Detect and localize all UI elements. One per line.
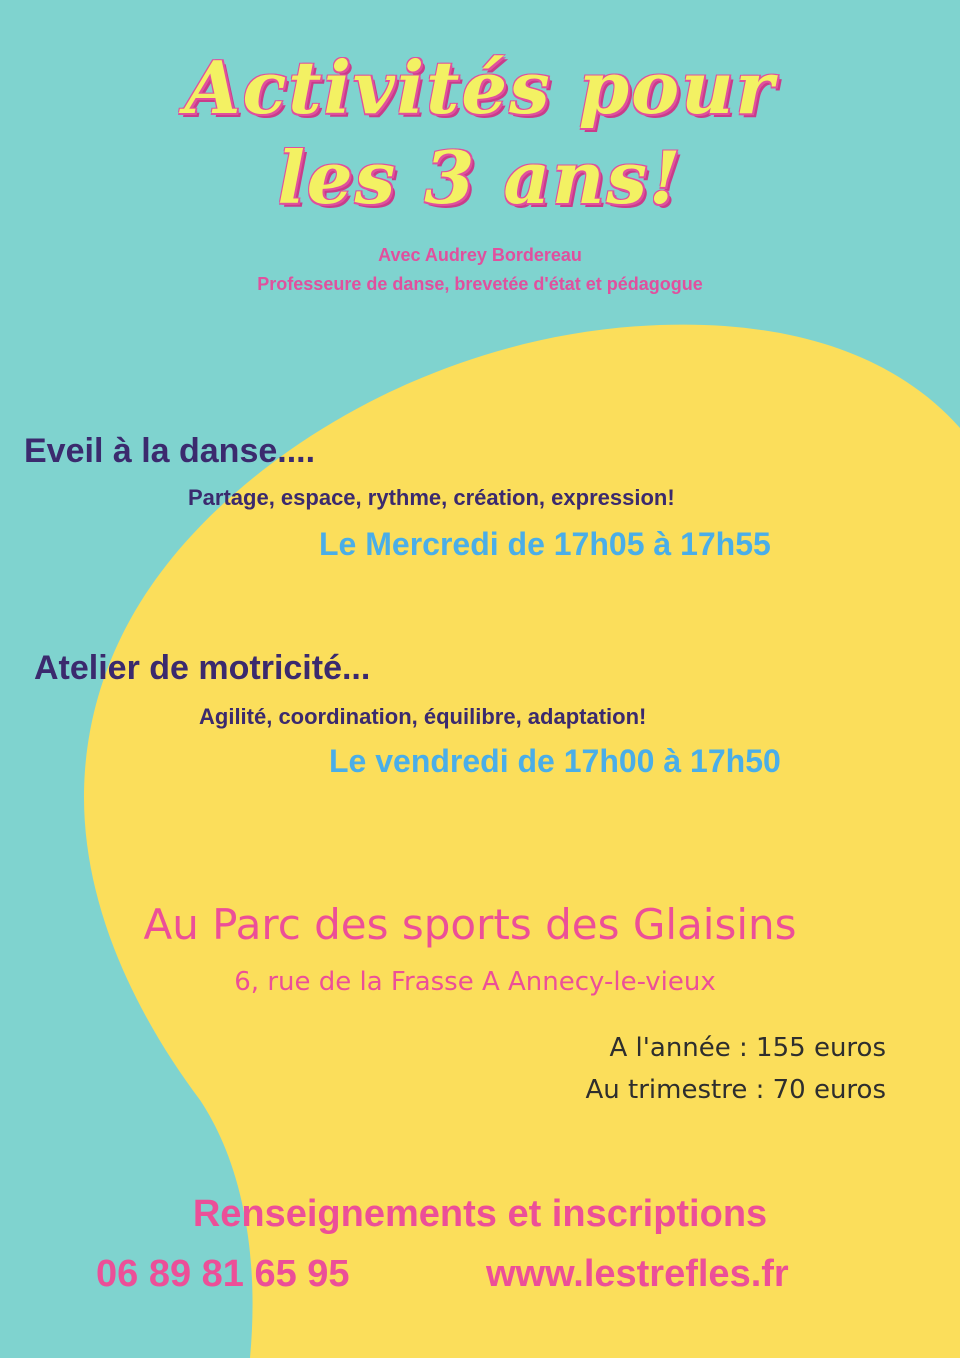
activity-1-description: Partage, espace, rythme, création, expression! bbox=[188, 485, 675, 510]
instructor-name: Avec Audrey Bordereau bbox=[378, 245, 582, 265]
contact-heading: Renseignements et inscriptions bbox=[192, 1193, 768, 1235]
venue-name: Au Parc des sports des Glaisins bbox=[143, 900, 797, 949]
price-quarterly: Au trimestre : 70 euros bbox=[585, 1075, 886, 1105]
venue-address: 6, rue de la Frasse A Annecy-le-vieux bbox=[234, 967, 716, 997]
price-yearly: A l'année : 155 euros bbox=[609, 1033, 886, 1063]
poster-title-line-2: les 3 ans! bbox=[277, 135, 683, 220]
poster-title-line-1: Activités pour bbox=[184, 45, 776, 130]
contact-website: www.lestrefles.fr bbox=[486, 1253, 789, 1295]
activity-1-heading: Eveil à la danse.... bbox=[24, 432, 316, 470]
activity-1-schedule: Le Mercredi de 17h05 à 17h55 bbox=[319, 526, 771, 562]
activity-2-schedule: Le vendredi de 17h00 à 17h50 bbox=[329, 743, 781, 779]
contact-phone: 06 89 81 65 95 bbox=[96, 1253, 350, 1295]
activity-2-description: Agilité, coordination, équilibre, adaptation! bbox=[199, 704, 647, 729]
activity-2-heading: Atelier de motricité... bbox=[34, 649, 371, 687]
instructor-credentials: Professeure de danse, brevetée d'état et pédagogue bbox=[257, 274, 703, 294]
